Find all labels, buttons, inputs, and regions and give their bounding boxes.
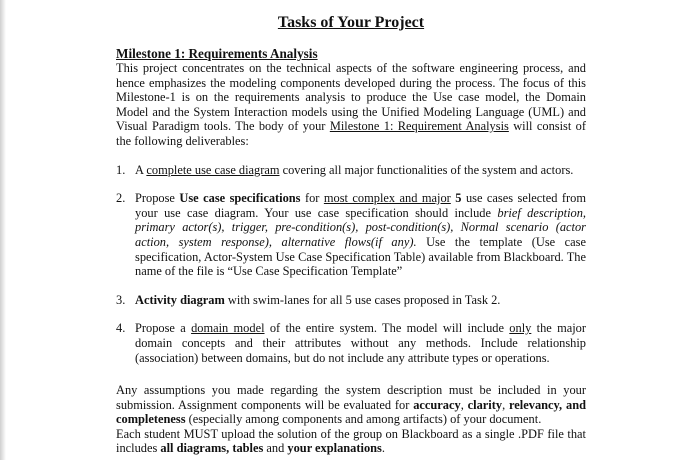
closing-bold-text: all diagrams, tables (160, 441, 264, 456)
item-italic-text: brief description, primary actor(s), trigger, pre-condition(s), post-condition(s), Normal scenario (actor action, system response), alternative flows(if any). (135, 205, 586, 249)
item-bold-text: Activity diagram (135, 292, 225, 307)
closing-text: , (502, 397, 510, 412)
item-text: with swim-lanes for all 5 use cases proposed in Task 2. (224, 292, 501, 307)
closing-bold-text: relevancy, and completeness (116, 397, 586, 427)
closing-bold-text: accuracy (413, 397, 461, 412)
closing-bold-text: clarity (467, 397, 503, 412)
intro-text-1: This project concentrates on the technical aspects of the software engineering process, and hence emphasizes the modeling components developed during the process. The focus of this Milestone-1 is on the requirements analysis to produce the Use case model, the Domain Model and the System Interaction models using the Unified Modeling Language (UML) and Visual Paradigm tools. The body of your (116, 61, 586, 134)
closing-text: Each student MUST upload the solution of the group on Blackboard as a single .PDF file that includes (116, 426, 586, 456)
closing-text: , (460, 397, 468, 412)
deliverables-list (116, 163, 586, 366)
list-item-number: 3. (116, 292, 126, 307)
item-bold-text: 5 (455, 191, 462, 206)
milestone-reference: Milestone 1: Requirement Analysis (329, 119, 509, 134)
closing-paragraph (116, 383, 586, 456)
list-item (116, 191, 586, 279)
closing-text: . (381, 441, 385, 456)
item-text: use cases selected from your use case diagram. Your use case specification should include (135, 191, 586, 220)
list-item (116, 163, 586, 178)
list-item-number: 1. (116, 162, 126, 177)
item-text: of the entire system. The model will include (264, 321, 510, 336)
item-bold-text: Use case specifications (179, 191, 301, 206)
milestone-heading: Milestone 1: Requirements Analysis (116, 46, 318, 61)
list-item-number: 2. (116, 191, 126, 206)
item-text: Use the template (Use case specification, Actor-System Use Case Specification Table) available from Blackboard. The name of the file is “Use Case Specification Template” (135, 234, 586, 279)
document-page (116, 14, 586, 456)
closing-text: Any assumptions you made regarding the system description must be included in your submission. Assignment components will be evaluated for (116, 383, 586, 412)
intro-text-2: will consist of the following deliverables: (116, 119, 587, 148)
list-item (116, 293, 586, 308)
closing-text: (especially among components and among artifacts) of your document. (185, 412, 542, 427)
item-underline-text: only (509, 321, 532, 336)
item-underline-text: domain model (191, 321, 265, 336)
item-text: Propose (135, 191, 180, 206)
item-underline-text: complete use case diagram (146, 162, 280, 177)
closing-bold-text: your explanations (287, 441, 382, 456)
item-text: the major domain concepts and their attributes without any methods. Include relationship (association) between domains, but do not include any attribute types or operations. (135, 321, 586, 365)
item-text: covering all major functionalities of the system and actors. (279, 162, 574, 177)
item-text: for (300, 191, 324, 206)
page-edge-shadow (0, 0, 6, 460)
item-text: Propose a (135, 321, 192, 336)
page-title: Tasks of Your Project (277, 14, 425, 31)
list-item (116, 321, 586, 365)
item-underline-text: most complex and major (323, 191, 451, 206)
intro-paragraph (116, 61, 586, 149)
list-item-number: 4. (116, 321, 126, 336)
item-text: A (135, 162, 147, 177)
closing-text: and (263, 441, 288, 456)
